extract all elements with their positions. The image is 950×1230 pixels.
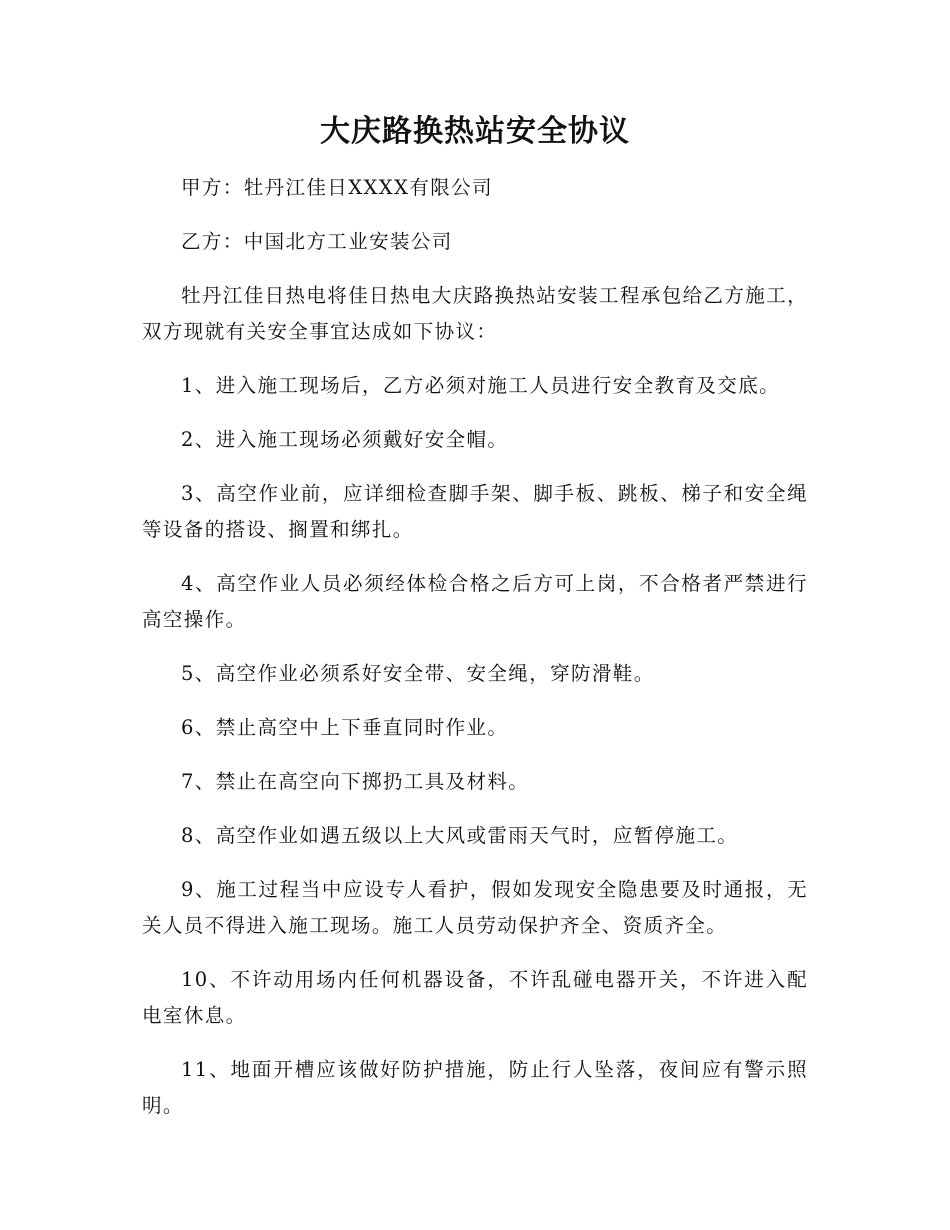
clause-3: 3、高空作业前，应详细检查脚手架、脚手板、跳板、梯子和安全绳等设备的搭设、搁置和绑扎。: [142, 482, 808, 541]
clause-2: 2、进入施工现场必须戴好安全帽。: [181, 428, 509, 451]
clause-7: 7、禁止在高空向下掷扔工具及材料。: [181, 770, 530, 793]
clause-10: 10、不许动用场内任何机器设备，不许乱碰电器开关，不许进入配电室休息。: [142, 968, 808, 1027]
clause-4: 4、高空作业人员必须经体检合格之后方可上岗，不合格者严禁进行高空操作。: [142, 572, 808, 631]
party-a: 甲方：牡丹江佳日XXXX有限公司: [181, 176, 493, 199]
party-b: 乙方：中国北方工业安装公司: [181, 230, 453, 253]
clause-11: 11、地面开槽应该做好防护措施，防止行人坠落，夜间应有警示照明。: [142, 1058, 808, 1117]
document-body: [142, 170, 808, 1142]
document-title: 大庆路换热站安全协议: [320, 114, 630, 149]
clause-5: 5、高空作业必须系好安全带、安全绳，穿防滑鞋。: [181, 662, 655, 685]
clause-6: 6、禁止高空中上下垂直同时作业。: [181, 716, 509, 739]
clause-8: 8、高空作业如遇五级以上大风或雷雨天气时，应暂停施工。: [181, 824, 739, 847]
clause-9: 9、施工过程当中应设专人看护，假如发现安全隐患要及时通报，无关人员不得进入施工现场。施工人员劳动保护齐全、资质齐全。: [142, 878, 808, 937]
intro-paragraph: 牡丹江佳日热电将佳日热电大庆路换热站安装工程承包给乙方施工，双方现就有关安全事宜达成如下协议：: [142, 284, 809, 343]
clause-1: 1、进入施工现场后，乙方必须对施工人员进行安全教育及交底。: [181, 374, 781, 397]
